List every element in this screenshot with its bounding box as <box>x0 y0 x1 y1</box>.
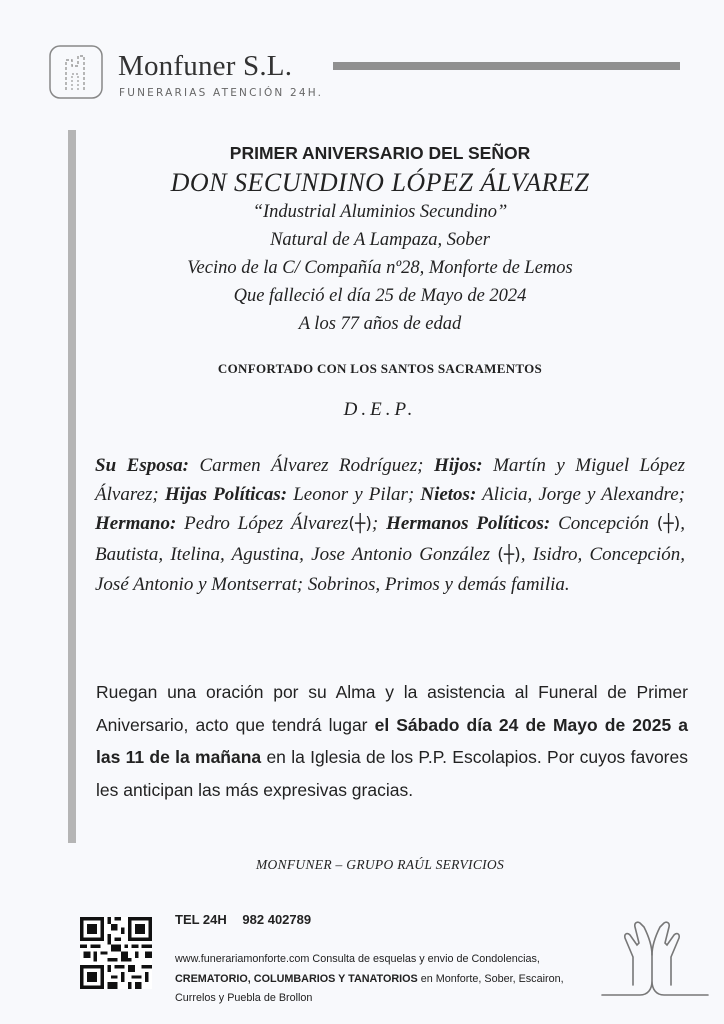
deceased-cross-icon: (┼) <box>497 544 521 565</box>
siblings-in-law-3: Isidro, Concepción, José Antonio y Montserrat; <box>95 543 685 595</box>
deceased-name: DON SECUNDINO LÓPEZ ÁLVAREZ <box>170 168 590 197</box>
service-paragraph <box>96 676 688 806</box>
spouse-name: Carmen Álvarez Rodríguez; <box>199 455 424 476</box>
brother-name: Pedro López Álvarez <box>184 513 349 535</box>
grandchildren-label: Nietos: <box>420 484 477 506</box>
footer-text <box>175 950 595 1009</box>
deceased-address: Vecino de la C/ Compañía nº28, Monforte de Lemos <box>187 258 573 278</box>
brand-tagline: FUNERARIAS ATENCIÓN 24H. <box>119 87 324 99</box>
phone-line <box>175 912 311 927</box>
children-names: Martín y Miguel López Álvarez; <box>95 455 686 506</box>
service-intro: Ruegan una oración por su Alma y la asistencia al Funeral de Primer Aniversario, acto que tendrá lugar <box>96 682 688 735</box>
phone-label: TEL 24H <box>175 912 227 927</box>
website-link[interactable]: www.funerariamonforte.com <box>175 953 310 965</box>
grandchildren-names: Alicia, Jorge y Alexandre; <box>482 484 685 506</box>
deceased-age: A los 77 años de edad <box>298 314 462 334</box>
comforted-line: CONFORTADO CON LOS SANTOS SACRAMENTOS <box>217 361 543 376</box>
brother-label: Hermano: <box>95 513 177 535</box>
deceased-company: “Industrial Aluminios Secundino” <box>252 202 508 222</box>
daughters-in-law-names: Leonor y Pilar; <box>293 484 415 506</box>
dep-line: D.E.P. <box>343 399 417 420</box>
monfuner-logo-icon <box>48 44 104 100</box>
header-divider <box>333 62 680 70</box>
siblings-in-law-2: Bautista, Itelina, Agustina, Jose Antonio González <box>95 543 491 565</box>
praying-hands-icon <box>600 905 710 1005</box>
other-relatives: Sobrinos, Primos y demás familia. <box>307 573 570 595</box>
deceased-cross-icon: (┼) <box>656 514 681 535</box>
daughters-in-law-label: Hijas Políticas: <box>164 484 288 506</box>
spouse-label: Su Esposa: <box>95 455 189 476</box>
phone-number[interactable]: 982 402789 <box>242 912 312 927</box>
notice-title: PRIMER ANIVERSARIO DEL SEÑOR <box>229 143 531 163</box>
service-outro: en la Iglesia de los P.P. Escolapios. Por cuyos favores les anticipan las más expresivas gracias. <box>96 747 688 800</box>
signature: MONFUNER – GRUPO RAÚL SERVICIOS <box>255 857 505 872</box>
deceased-origin: Natural de A Lampaza, Sober <box>270 230 490 250</box>
children-label: Hijos: <box>433 455 483 476</box>
family-paragraph: Su Esposa: Carmen Álvarez Rodríguez; Hijos: Martín y Miguel López Álvarez; Hijas Políticas: Leonor y Pilar; Nietos: Alicia, Jorge y Alexandre; Hermano: Pedro López Álvarez(┼); Hermanos Políticos: Concepción (┼), Bautista, Itelina, Agustina, Jose Antonio González (┼), Isidro, Concepción, José Antonio y Montserrat; Sobrinos, Primos y demás familia. <box>95 455 686 595</box>
deceased-cross-icon: (┼) <box>348 514 372 535</box>
brand-name: Monfuner S.L. <box>118 50 293 82</box>
footer-services: CREMATORIO, COLUMBARIOS Y TANATORIOS <box>175 972 418 985</box>
side-divider <box>68 130 76 843</box>
qr-code-icon <box>80 917 152 989</box>
death-date: Que falleció el día 25 de Mayo de 2024 <box>233 286 527 306</box>
sibling-in-law-1: Concepción <box>558 513 649 535</box>
footer-text-1: Consulta de esquelas y envio de Condolencias, <box>312 953 540 965</box>
footer-text-2: en Monforte, Sober, Escairon, Currelos y Puebla de Brollon <box>175 972 564 1004</box>
siblings-in-law-label: Hermanos Políticos: <box>386 513 551 535</box>
service-date: el Sábado día 24 de Mayo de 2025 a las 11 de la mañana <box>96 714 688 767</box>
